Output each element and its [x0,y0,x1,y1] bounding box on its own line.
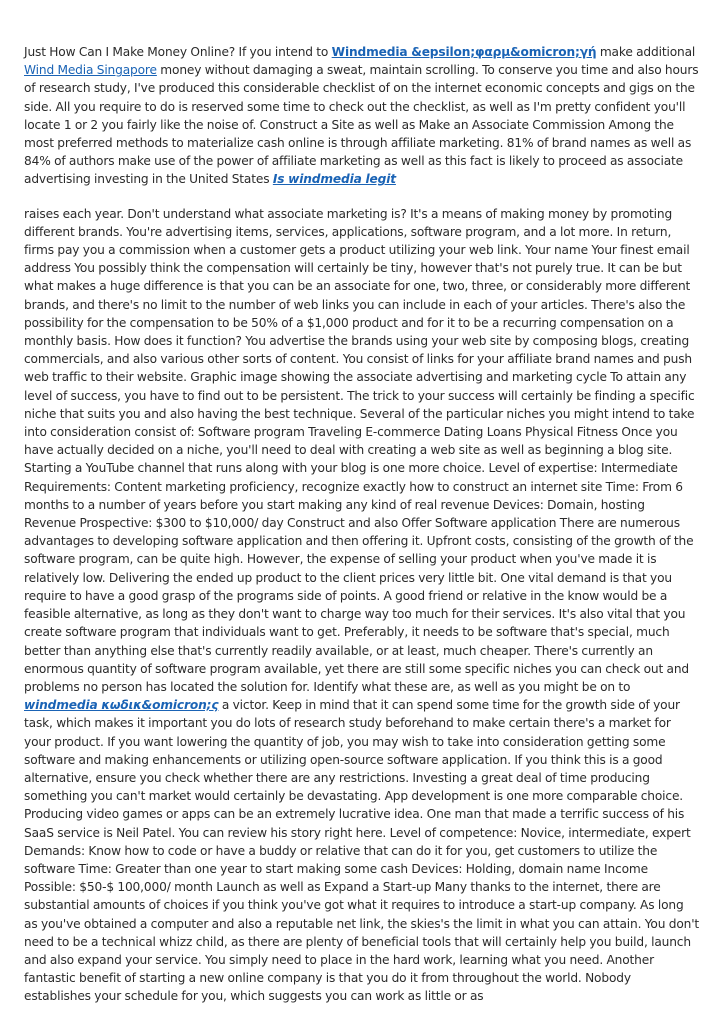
article-body [24,43,700,1006]
intro-text-1: Just How Can I Make Money Online? If you intend to [24,45,332,59]
paragraph-intro [24,43,700,189]
is-windmedia-legit-link[interactable]: Is windmedia legit [272,172,396,187]
intro-text-2: make additional [596,45,696,59]
main-text-1: raises each year. Don't understand what associate marketing is? It's a means of making money by promoting different brands. You're advertising items, services, applications, software program, and a lot more. In return, firms pay you a commission when a customer gets a product utilizing your web link. Your name Your finest email address You possibly think the compensation will certainly be tiny, however that's not purely true. It can be but what makes a huge difference is that you can be an associate for one, two, three, or considerably more different brands, and there's no limit to the number of web links you can include in each of your articles. There's also the possibility for the compensation to be 50% of a $1,000 product and for it to be a recurring compensation on a monthly basis. How does it function? You advertise the brands using your web site by composing blogs, creating commercials, and also various other sorts of content. You consist of links for your affiliate brand names and push web traffic to their website. Graphic image showing the associate advertising and marketing cycle To attain any level of success, you have to find out to be persistent. The trick to your success will certainly be finding a specific niche that suits you and also having the best technique. Several of the particular niches you might intend to take into consideration consist of: Software program Traveling E-commerce Dating Loans Physical Fitness Once you have actually decided on a niche, you'll need to deal with creating a web site as well as beginning a blog site. Starting a YouTube channel that runs along with your blog is one more choice. Level of expertise: Intermediate Requirements: Content marketing proficiency, recognize exactly how to construct an internet site Time: From 6 months to a number of years before you start making any kind of real revenue Devices: Domain, hosting Revenue Prospective: $300 to $10,000/ day Construct and also Offer Software application There are numerous advantages to developing software application and then offering it. Upfront costs, consisting of the growth of the software program, can be quite high. However, the expense of selling your product when you've made it is relatively low. Delivering the ended up product to the client prices very little bit. One vital demand is that you require to have a good grasp of the programs side of points. A good friend or relative in the know would be a feasible alternative, as long as they don't want to charge way too much for their services. It's also vital that you create software program that individuals want to get. Preferably, it needs to be software that's special, much better than anything else that's currently readily available, or at least, much cheaper. There's currently an enormous quantity of software program available, yet there are still some specific niches you can check out and problems no person has located the solution for. Identify what these are, as well as you might be on to [24,206,695,694]
windmedia-app-link[interactable]: Windmedia &epsilon;φαρμ&omicron;γή [331,45,597,59]
wind-media-singapore-link[interactable]: Wind Media Singapore [24,63,157,78]
main-text-2: a victor. Keep in mind that it can spend some time for the growth side of your task, which makes it important you do lots of research study beforehand to make certain there's a market for your product. If you want lowering the quantity of job, you may wish to take into consideration getting some software and making enhancements or utilizing open-source software application. If you think this is a good alternative, ensure you check whether there are any restrictions. Investing a great deal of time producing something you can't market would certainly be devastating. App development is one more comparable choice. Producing video games or apps can be an extremely lucrative idea. One man that made a terrific success of his SaaS service is Neil Patel. You can review his story right here. Level of competence: Novice, intermediate, expert Demands: Know how to code or have a buddy or relative that can do it for you, get customers to utilize the software Time: Greater than one year to start making some cash Devices: Holding, domain name Income Possible: $50-$ 100,000/ month Launch as well as Expand a Start-up Many thanks to the internet, there are substantial amounts of choices if you think you've got what it requires to introduce a start-up company. As long as you've obtained a computer and also a reputable net link, the skies's the limit in what you can attain. You don't need to be a technical whizz child, as there are plenty of beneficial tools that will certainly help you build, launch and also expand your service. You simply need to place in the hard work, learning what you need. Another fantastic benefit of starting a new online company is that you do it from throughout the world. Nobody establishes your schedule for you, which suggests you can work as little or as [24,698,700,1004]
intro-text-3: money without damaging a sweat, maintain scrolling. To conserve you time and also hours of research study, I've produced this considerable checklist of on the internet economic concepts and gigs on the side. All you require to do is reserved some time to check out the checklist, as well as I'm pretty confident you'll locate 1 or 2 you fairly like the noise of. Construct a Site as well as Make an Associate Commission Among the most preferred methods to materialize cash online is through affiliate marketing. 81% of brand names as well as 84% of authors make use of the power of affiliate marketing as well as this fact is likely to proceed as associate advertising investing in the United States [24,63,699,187]
windmedia-code-link[interactable]: windmedia κωδικ&omicron;ς [24,698,219,713]
paragraph-main [24,205,700,1006]
